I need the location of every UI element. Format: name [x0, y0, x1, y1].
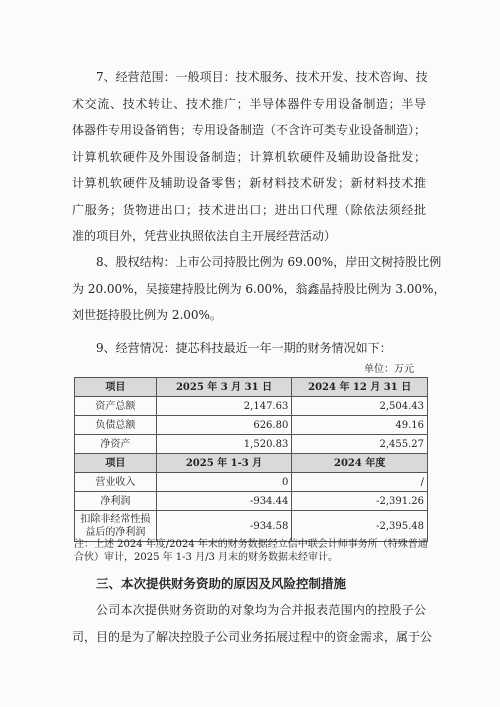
table-row — [75, 511, 428, 542]
table-footnote: 注：上述 2024 年度/2024 年末的财务数据经立信中联会计师事务所（特殊普通合伙）审计，2025 年 1-3 月/3 月末的财务数据未经审计。 — [74, 539, 428, 563]
table-row — [75, 435, 428, 454]
text-line: 术交流、技术转让、技术推广；半导体器件专用设备制造；半导 — [72, 96, 426, 111]
table-cell: 2,455.27 — [292, 435, 428, 454]
header-cell: 2024 年 12 月 31 日 — [292, 378, 428, 397]
table-cell: / — [292, 473, 428, 492]
text-line: 体器件专用设备销售；专用设备制造（不含许可类专业设备制造）； — [72, 123, 427, 137]
text-line: 准的项目外，凭营业执照依法自主开展经营活动） — [72, 229, 337, 243]
header-cell: 2024 年度 — [292, 454, 428, 473]
table-row — [75, 473, 428, 492]
row-label: 负债总额 — [75, 416, 157, 435]
text-line: 计算机软硬件及外围设备制造；计算机软硬件及辅助设备批发； — [72, 149, 426, 164]
table-cell: -2,395.48 — [292, 511, 428, 542]
table-cell: -934.44 — [156, 492, 292, 511]
header-cell: 2025 年 1-3 月 — [156, 454, 292, 473]
unit-label: 单位：万元 — [364, 364, 414, 375]
table-cell: 2,147.63 — [156, 397, 292, 416]
table-cell: 2,504.43 — [292, 397, 428, 416]
financial-table — [74, 377, 428, 542]
row-label: 净利润 — [75, 492, 157, 511]
body-paragraph — [72, 597, 433, 650]
table-cell: -934.58 — [156, 511, 292, 542]
table-cell: -2,391.26 — [292, 492, 428, 511]
table-cell: 1,520.83 — [156, 435, 292, 454]
table-cell: 0 — [156, 473, 292, 492]
text-line: 为 20.00%，吴接建持股比例为 6.00%，翁鑫晶持股比例为 3.00%， — [72, 281, 446, 296]
table-row — [75, 492, 428, 511]
text-line: 公司本次提供财务资助的对象均为合并报表范围内的控股子公 — [96, 603, 426, 617]
table-cell: 49.16 — [292, 416, 428, 435]
row-label: 营业收入 — [75, 473, 157, 492]
text-line: 8、股权结构：上市公司持股比例为 69.00%，岸田文树持股比例 — [96, 255, 442, 269]
text-line: 广服务；货物进出口；技术进出口；进出口代理（除依法须经批 — [72, 202, 426, 217]
business-scope-paragraph — [72, 64, 428, 250]
row-label-line: 益后的净利润 — [85, 527, 146, 538]
table-row — [75, 416, 428, 435]
header-cell: 2025 年 3 月 31 日 — [156, 378, 292, 397]
row-label — [75, 511, 157, 542]
row-label: 净资产 — [75, 435, 157, 454]
table-row — [75, 397, 428, 416]
equity-structure-paragraph — [72, 249, 446, 329]
table-header-row — [75, 378, 428, 397]
header-cell: 项目 — [75, 454, 157, 473]
table-cell: 626.80 — [156, 416, 292, 435]
row-label: 资产总额 — [75, 397, 157, 416]
table-header-row — [75, 454, 428, 473]
text-line: 刘世挺持股比例为 2.00%。 — [72, 308, 222, 322]
header-cell: 项目 — [75, 378, 157, 397]
section-heading: 三、本次提供财务资助的原因及风险控制措施 — [96, 576, 347, 591]
operating-status-paragraph — [96, 335, 426, 362]
text-line: 司，目的是为了解决控股子公司业务拓展过程中的资金需求，属于公 — [72, 629, 433, 644]
text-line: 9、经营情况：捷芯科技最近一年一期的财务情况如下： — [96, 341, 392, 355]
row-label-line: 扣除非经常性损 — [80, 514, 151, 525]
text-line: 7、经营范围：一般项目：技术服务、技术开发、技术咨询、技 — [96, 70, 428, 84]
text-line: 计算机软硬件及辅助设备零售；新材料技术研发；新材料技术推 — [72, 176, 426, 190]
